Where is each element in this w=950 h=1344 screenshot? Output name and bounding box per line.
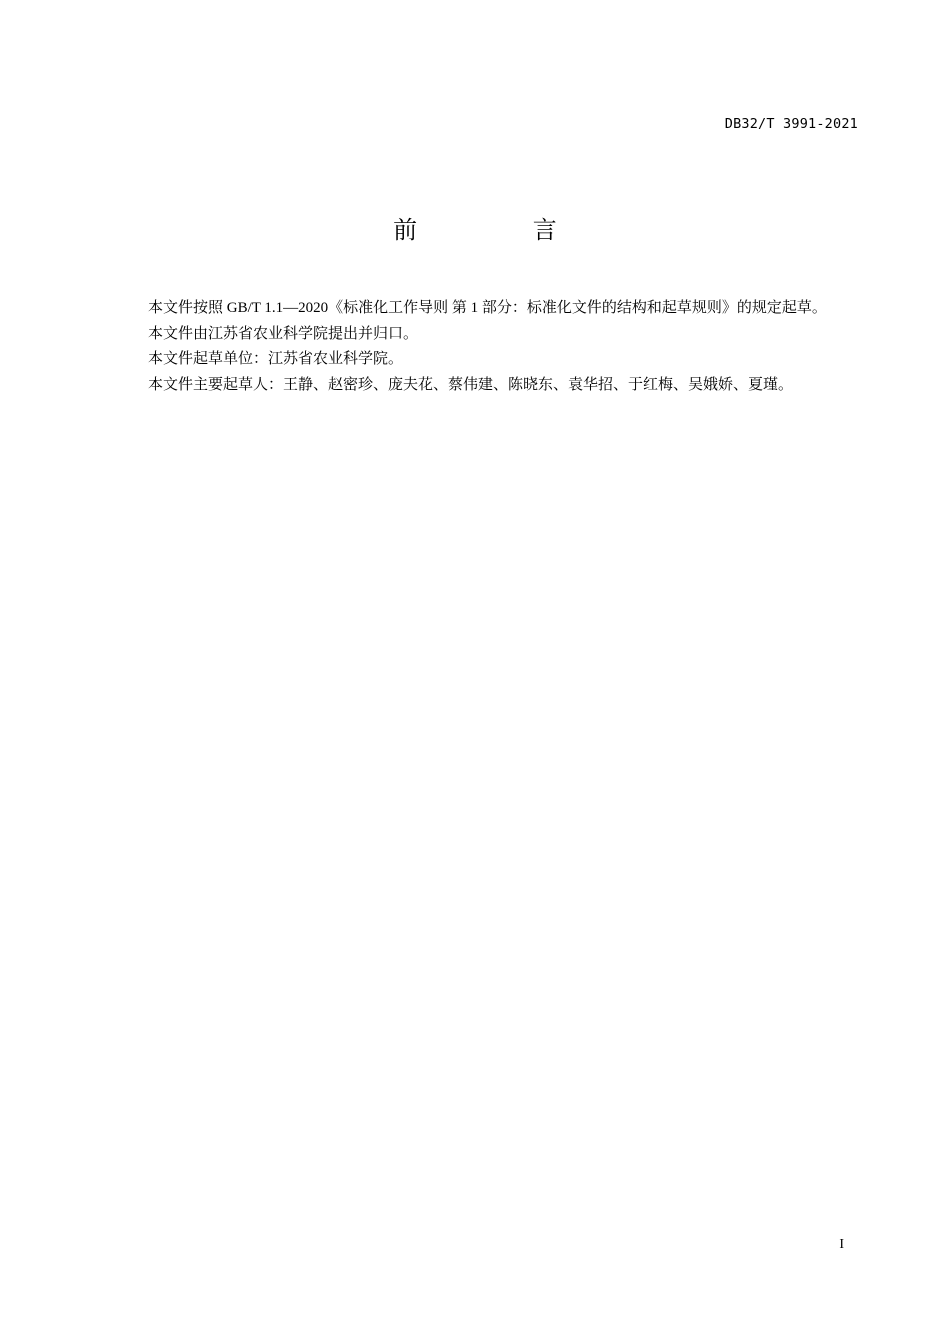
page-title: 前 言 xyxy=(393,216,611,244)
paragraph-drafters: 本文件主要起草人：王静、赵密珍、庞夫花、蔡伟建、陈晓东、袁华招、于红梅、吴娥娇、夏瑾。 xyxy=(148,376,794,393)
page-number: I xyxy=(839,1237,844,1252)
paragraph-proposer: 本文件由江苏省农业科学院提出并归口。 xyxy=(148,325,419,342)
standard-code: DB32/T 3991-2021 xyxy=(724,116,858,132)
paragraph-drafting-rules: 本文件按照 GB/T 1.1—2020《标准化工作导则 第 1 部分：标准化文件的结构和起草规则》的规定起草。 xyxy=(148,300,827,316)
foreword-body xyxy=(114,296,860,398)
paragraph-drafting-unit: 本文件起草单位：江苏省农业科学院。 xyxy=(148,351,404,367)
